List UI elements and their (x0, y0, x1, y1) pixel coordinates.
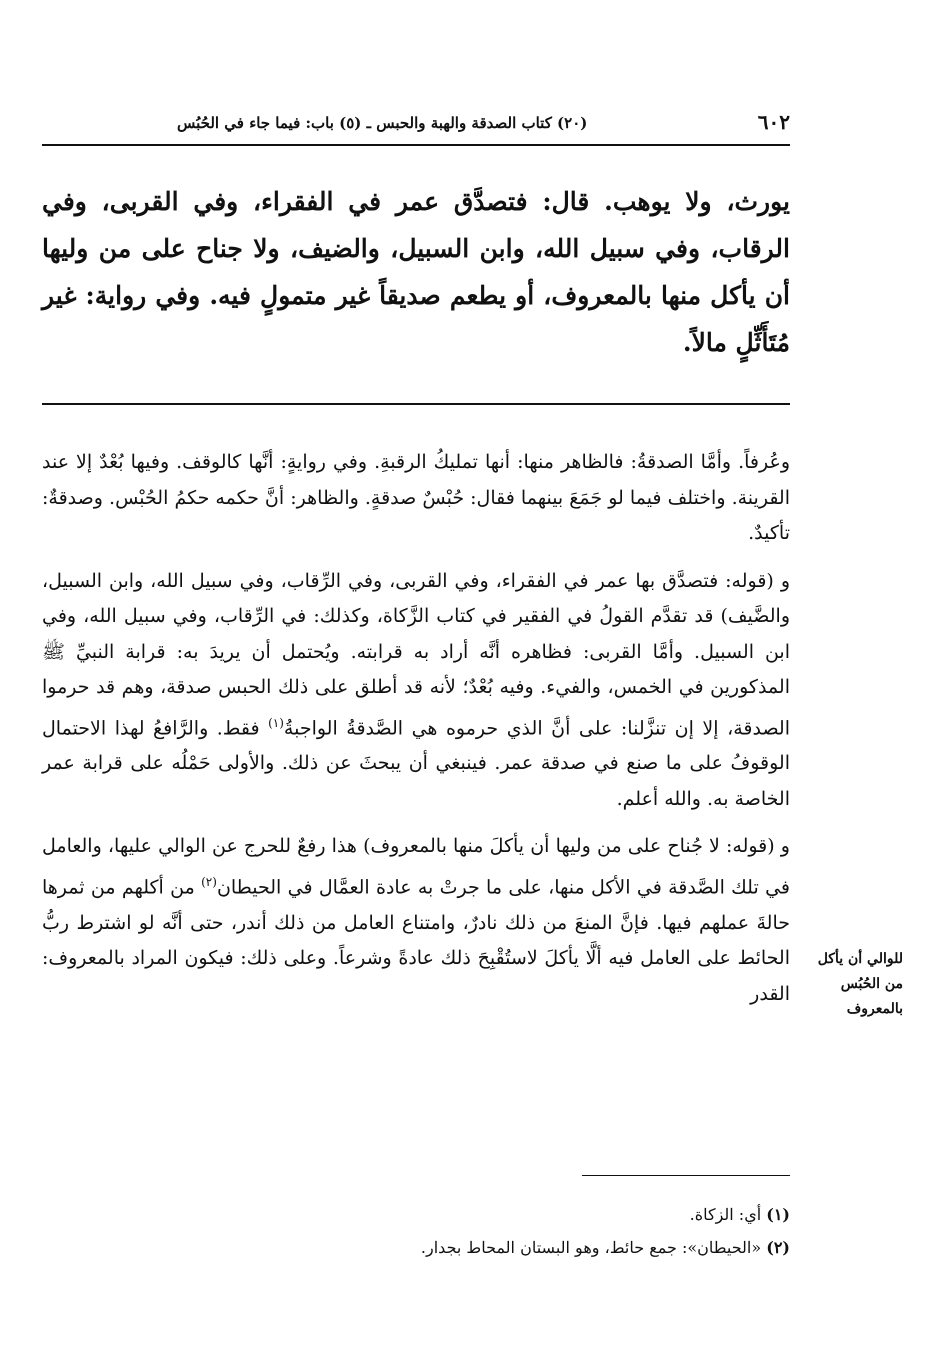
footnote-separator (582, 1175, 790, 1176)
page-number: ٦٠٢ (757, 110, 790, 134)
commentary-paragraph-2 (42, 564, 790, 818)
footnote-number: (٢) (766, 1238, 790, 1257)
footnote-1 (42, 1198, 790, 1231)
footnote-2 (42, 1231, 790, 1264)
footnote-ref-1[interactable]: (١) (268, 715, 284, 730)
margin-note: للوالي أن يأكل من الحُبُس بالمعروف (817, 951, 903, 1017)
footnotes (42, 1198, 790, 1264)
text-separator (42, 403, 790, 405)
footnote-text: «الحيطان»: جمع حائط، وهو البستان المحاط بجدار. (420, 1238, 767, 1257)
hadith-text: يورث، ولا يوهب. قال: فتصدَّق عمر في الفقراء، وفي القربى، وفي الرقاب، وفي سبيل الله، وابن السبيل، والضيف، ولا جناح على من وليها أن يأكل منها بالمعروف، أو يطعم صديقاً غير متمولٍ فيه. وفي رواية: غير مُتَأَثِّلٍ مالاً. (42, 187, 790, 357)
paragraph-text: من أكلهم من ثمرها حالةَ عملهم فيها. فإنَّ المنعَ من ذلك نادرٌ، وامتناع العامل من ذلك أندر، حتى أنَّه لو اشترط ربُّ الحائط على العامل فيه ألَّا يأكلَ لاستُقْبِحَ ذلك عادةً وشرعاً. وعلى ذلك: فيكون المراد بالمعروف: القدر (42, 876, 790, 1005)
page-header (42, 108, 790, 146)
footnote-ref-2[interactable]: (٢) (201, 874, 217, 889)
footnote-text: أي: الزكاة. (689, 1205, 767, 1224)
commentary-paragraph-1: وعُرفاً. وأمَّا الصدقةُ: فالظاهر منها: أنها تمليكُ الرقبةِ. وفي روايةٍ: أنَّها كالوقف. وفيها بُعْدٌ إلا عند القرينة. واختلف فيما لو جَمَعَ بينهما فقال: حُبْسٌ صدقةٍ. والظاهر: أنَّ حكمه حكمُ الحُبْس. وصدقةٌ: تأكيدٌ. (42, 451, 790, 544)
paragraph-text: و (قوله: لا جُناح على من وليها أن يأكلَ منها بالمعروف) هذا رفعٌ للحرج عن الوالي عليها، والعامل في تلك الصَّدقة في الأكل منها، على ما جرتْ به عادة العمَّال في الحيطان (42, 835, 790, 899)
commentary-paragraph-3 (42, 829, 790, 1012)
paragraph-text: و (قوله: فتصدَّق بها عمر في الفقراء، وفي القربى، وفي الرِّقاب، وفي سبيل الله، وابن السبيل، والضَّيف) قد تقدَّم القولُ في الفقير في كتاب الزَّكاة، وكذلك: في الرِّقاب، وفي سبيل الله، وفي ابن السبيل. وأمَّا القربى: فظاهره أنَّه أراد به قرابته. ويُحتمل أن يريدَ به: قرابة النبيِّ ﷺ المذكورين في الخمس، والفيء. وفيه بُعْدٌ؛ لأنه قد أطلق على ذلك الحبس صدقة، وهم قد حرموا الصدقة، إلا إن تنزَّلنا: على أنَّ الذي حرموه هي الصَّدقةُ الواجبةُ (42, 569, 790, 739)
paragraph-text: فقط. والرَّافعُ لهذا الاحتمال الوقوفُ على ما صنع في صدقة عمر. فينبغي أن يبحثَ عن ذلك. والأولى حَمْلُه على قرابة عمر الخاصة به. والله أعلم. (42, 716, 790, 810)
footnote-number: (١) (766, 1205, 790, 1224)
commentary (42, 445, 790, 1024)
running-title: (٢٠) كتاب الصدقة والهبة والحبس ـ (٥) باب: فيما جاء في الحُبُس (177, 114, 588, 132)
